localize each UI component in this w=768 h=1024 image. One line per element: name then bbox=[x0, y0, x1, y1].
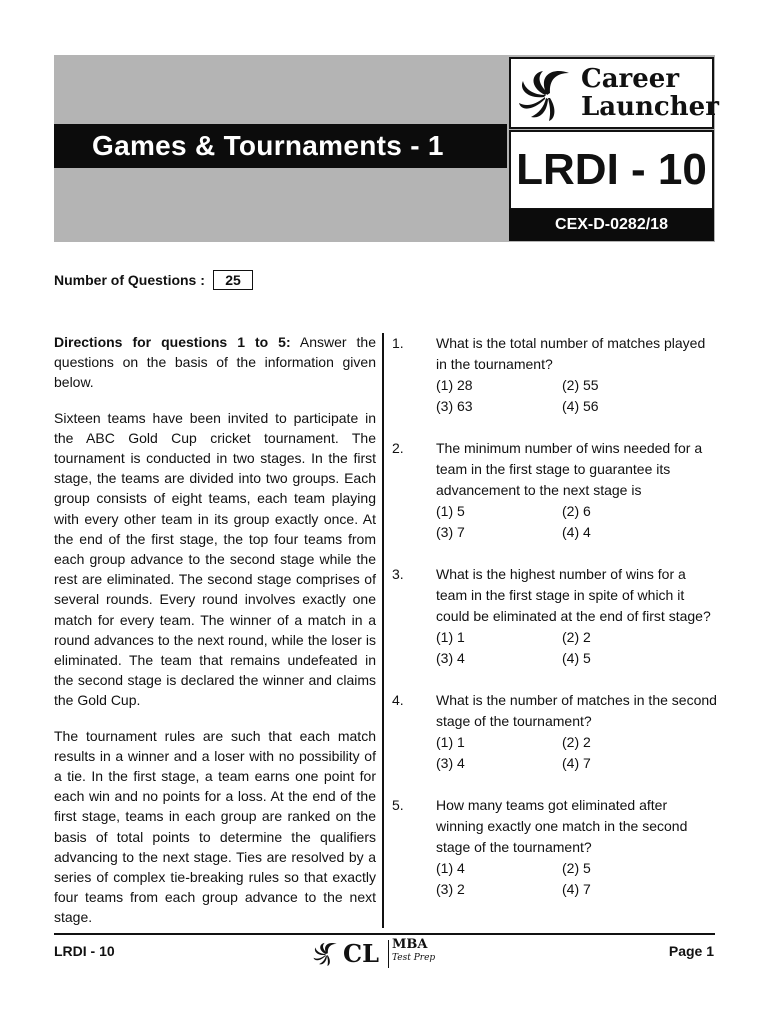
directions-intro bbox=[54, 332, 376, 393]
option: (1) 1 bbox=[436, 629, 465, 645]
brand-name-line2: Launcher bbox=[581, 92, 719, 122]
option: (4) 5 bbox=[562, 650, 591, 666]
option: (4) 7 bbox=[562, 881, 591, 897]
question-5 bbox=[392, 795, 717, 900]
num-questions-label: Number of Questions : bbox=[54, 272, 205, 288]
question-options bbox=[436, 627, 717, 669]
questions-column bbox=[392, 333, 717, 921]
option: (1) 1 bbox=[436, 734, 465, 750]
question-text: What is the number of matches in the second stage of the tournament? bbox=[436, 692, 717, 729]
option: (1) 28 bbox=[436, 377, 473, 393]
question-1 bbox=[392, 333, 717, 417]
footer-swirl-icon bbox=[312, 942, 340, 966]
directions-paragraph-1: Sixteen teams have been invited to participate in the ABC Gold Cup cricket tournament. The tournament is conducted in two stages. In the first stage, the teams are divided into two groups. Each group consists of eight teams, each team playing with every other team in its group exactly once. At the end of the first stage, the top four teams from each group advance to the second stage while the rest are eliminated. The second stage comprises of several rounds. Every round involves exactly one match for every team. The winner of a match in a round advances to the next round, while the loser is eliminated. The team that remains undefeated in the second stage is declared the winner and claims the Gold Cup. bbox=[54, 409, 376, 709]
option: (4) 4 bbox=[562, 524, 591, 540]
footer-logo-testprep: Test Prep bbox=[392, 953, 436, 963]
brand-swirl-icon bbox=[517, 69, 575, 121]
question-options bbox=[436, 732, 717, 774]
directions-paragraph-2: The tournament rules are such that each match results in a winner and a loser with no possibility of a tie. In the first stage, a team earns one point for each win and no points for a loss. At the end of the first stage, teams in each group are ranked on the basis of total points to determine the qualifiers advancing to the next stage. Ties are resolved by a series of complex tie-breaking rules so that exactly four teams from each group advance to the next stage. bbox=[54, 727, 376, 926]
question-number: 3. bbox=[392, 566, 404, 582]
option: (2) 2 bbox=[562, 629, 591, 645]
num-questions-value: 25 bbox=[213, 270, 253, 290]
module-label: LRDI - 10 bbox=[509, 130, 714, 210]
brand-name-line1: Career bbox=[581, 64, 680, 94]
question-text: What is the highest number of wins for a team in the first stage in spite of which it could be eliminated at the end of first stage? bbox=[436, 566, 711, 624]
option: (2) 6 bbox=[562, 503, 591, 519]
option: (4) 56 bbox=[562, 398, 599, 414]
option: (4) 7 bbox=[562, 755, 591, 771]
option: (3) 2 bbox=[436, 881, 465, 897]
option: (2) 55 bbox=[562, 377, 599, 393]
question-number: 4. bbox=[392, 692, 404, 708]
directions-intro-text: Answer the questions on the basis of the information given below. bbox=[54, 334, 376, 391]
option: (3) 4 bbox=[436, 650, 465, 666]
column-divider bbox=[382, 333, 384, 928]
question-options bbox=[436, 375, 717, 417]
test-code: CEX-D-0282/18 bbox=[509, 209, 714, 241]
footer-module-label: LRDI - 10 bbox=[54, 943, 115, 959]
brand-logo bbox=[509, 57, 719, 129]
question-text: How many teams got eliminated after winning exactly one match in the second stage of the tournament? bbox=[436, 797, 688, 855]
question-number: 1. bbox=[392, 335, 404, 351]
question-text: The minimum number of wins needed for a team in the first stage to guarantee its advancement to the next stage is bbox=[436, 440, 703, 498]
question-options bbox=[436, 858, 717, 900]
option: (2) 5 bbox=[562, 860, 591, 876]
page-title: Games & Tournaments - 1 bbox=[54, 124, 507, 168]
question-text: What is the total number of matches played in the tournament? bbox=[436, 335, 706, 372]
page-number: Page 1 bbox=[668, 943, 714, 959]
footer-logo-mba: MBA bbox=[392, 937, 428, 952]
directions-heading: Directions for questions 1 to 5: bbox=[54, 334, 291, 350]
option: (3) 63 bbox=[436, 398, 473, 414]
option: (3) 4 bbox=[436, 755, 465, 771]
footer-logo-cl: CL bbox=[343, 939, 379, 968]
question-number: 2. bbox=[392, 440, 404, 456]
question-number: 5. bbox=[392, 797, 404, 813]
option: (1) 4 bbox=[436, 860, 465, 876]
option: (1) 5 bbox=[436, 503, 465, 519]
footer-logo bbox=[312, 936, 442, 970]
question-options bbox=[436, 501, 717, 543]
question-2 bbox=[392, 438, 717, 543]
option: (2) 2 bbox=[562, 734, 591, 750]
question-3 bbox=[392, 564, 717, 669]
option: (3) 7 bbox=[436, 524, 465, 540]
footer-logo-separator bbox=[388, 940, 389, 968]
question-4 bbox=[392, 690, 717, 774]
footer-rule bbox=[54, 933, 715, 935]
directions-column bbox=[54, 332, 376, 943]
